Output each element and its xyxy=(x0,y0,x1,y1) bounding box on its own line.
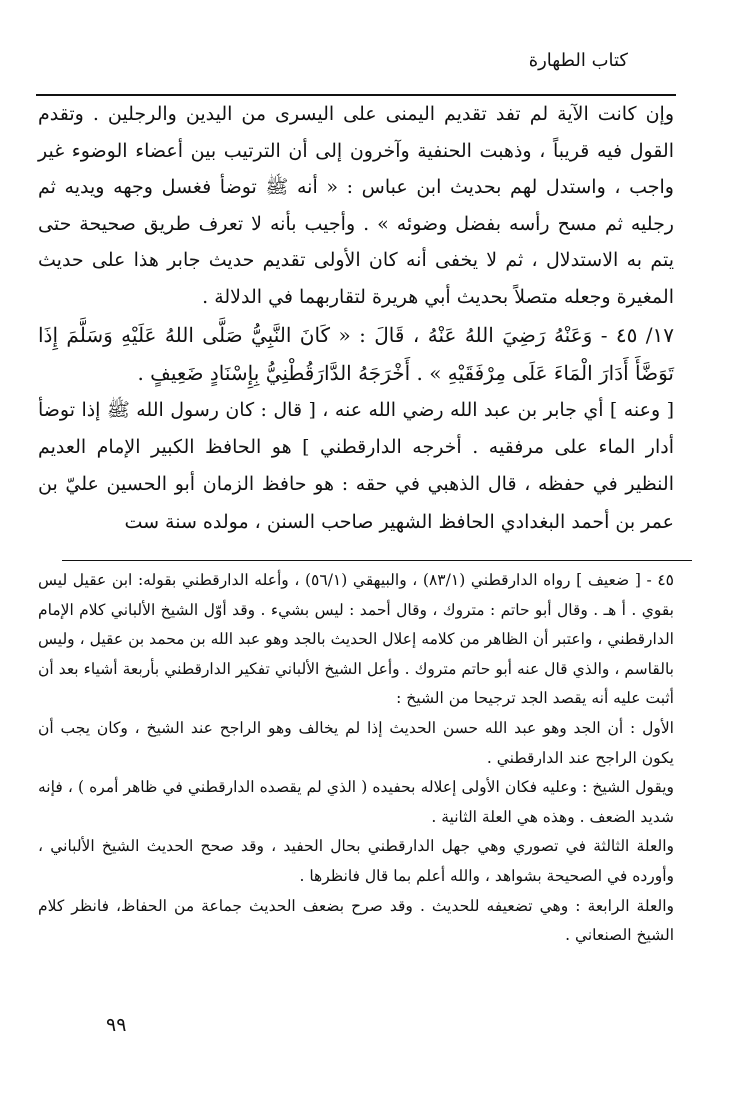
footnote-third-reason: والعلة الثالثة في تصوري وهي جهل الدارقطني بحال الحفيد ، وقد صحح الحديث الشيخ الألباني ، وأورده في الصحيحة بشواهد ، والله أعلم بما قال فانظرها . xyxy=(38,837,674,885)
footnote-second-reason: ويقول الشيخ : وعليه فكان الأولى إعلاله بحفيده ( الذي لم يقصده الدارقطني في ظاهر أمره ) ، فإنه شديد الضعف . وهذه هي العلة الثانية . xyxy=(38,778,674,826)
main-text xyxy=(38,96,674,316)
running-title: كتاب الطهارة xyxy=(528,50,628,71)
main-paragraph: وإن كانت الآية لم تفد تقديم اليمنى على اليسرى من اليدين والرجلين . وتقدم القول فيه قريباً ، وذهبت الحنفية وآخرون إلى أن الترتيب بين أعضاء الوضوء غير واجب ، واستدل لهم بحديث ابن عباس : « أنه ﷺ توضأ فغسل وجهه ويديه ثم رجليه ثم مسح رأسه بفضل وضوئه » . وأجيب بأنه لا تعرف طريق صحيحة حتى يتم به الاستدلال ، ثم لا يخفى أنه كان الأولى تقديم حديث جابر هذا على حديث المغيرة وجعله متصلاً بحديث أبي هريرة لتقاربهما في الدلالة . xyxy=(38,103,674,308)
footnotes xyxy=(38,566,674,951)
footnote-first-reason: الأول : أن الجد وهو عبد الله حسن الحديث إذا لم يخالف وهو الراجح عند الشيخ ، وكان يجب أن يكون الراجح عند الدارقطني . xyxy=(38,718,674,767)
page-header xyxy=(0,44,736,74)
commentary-paragraph: [ وعنه ] أي جابر بن عبد الله رضي الله عنه ، [ قال : كان رسول الله ﷺ إذا توضأ أدار الماء على مرفقيه . أخرجه الدارقطني ] هو الحافظ الكبير الإمام العديم النظير في حفظه ، قال الذهبي في حقه : هو حافظ الزمان أبو الحسين عليّ بن عمر بن أحمد البغدادي الحافظ الشهير صاحب السنن ، مولده سنة ست xyxy=(38,399,674,533)
hadith-text xyxy=(38,316,674,392)
hadith-paragraph: ١٧/ ٤٥ - وَعَنْهُ رَضِيَ اللهُ عَنْهُ ، قَالَ : « كَانَ النَّبِيُّ صَلَّى اللهُ عَلَيْهِ وَسَلَّمَ إِذَا تَوَضَّأَ أَدَارَ الْمَاءَ عَلَى مِرْفَقَيْهِ » . أَخْرَجَهُ الدَّارَقُطْنِيُّ بِإِسْنَادٍ ضَعِيفٍ . xyxy=(38,323,674,385)
commentary-text xyxy=(38,392,674,541)
footnote-rule xyxy=(62,560,692,561)
page-number: ٩٩ xyxy=(106,1014,127,1036)
footnote-main: ٤٥ - [ ضعيف ] رواه الدارقطني (٨٣/١) ، والبيهقي (٥٦/١) ، وأعله الدارقطني بقوله: ابن عقيل ليس بقوي . أ هـ . وقال أبو حاتم : متروك ، وقال أحمد : ليس بشيء . وقد أوّل الشيخ الألباني كلام الإمام الدارقطني ، واعتبر أن الظاهر من كلامه إعلال الحديث بالجد وهو عبد الله بن محمد بن عقيل ، وليس بالقاسم ، والذي قال عنه أبو حاتم متروك . وأعل الشيخ الألباني تفكير الدارقطني بأربعة أشياء بعد أن أثبت عليه أنه يقصد الجد ترجيحا من الشيخ : xyxy=(38,571,674,708)
footnote-fourth-reason: والعلة الرابعة : وهي تضعيفه للحديث . وقد صرح بضعف الحديث جماعة من الحفاظ، فانظر كلام الشيخ الصنعاني . xyxy=(38,896,674,945)
